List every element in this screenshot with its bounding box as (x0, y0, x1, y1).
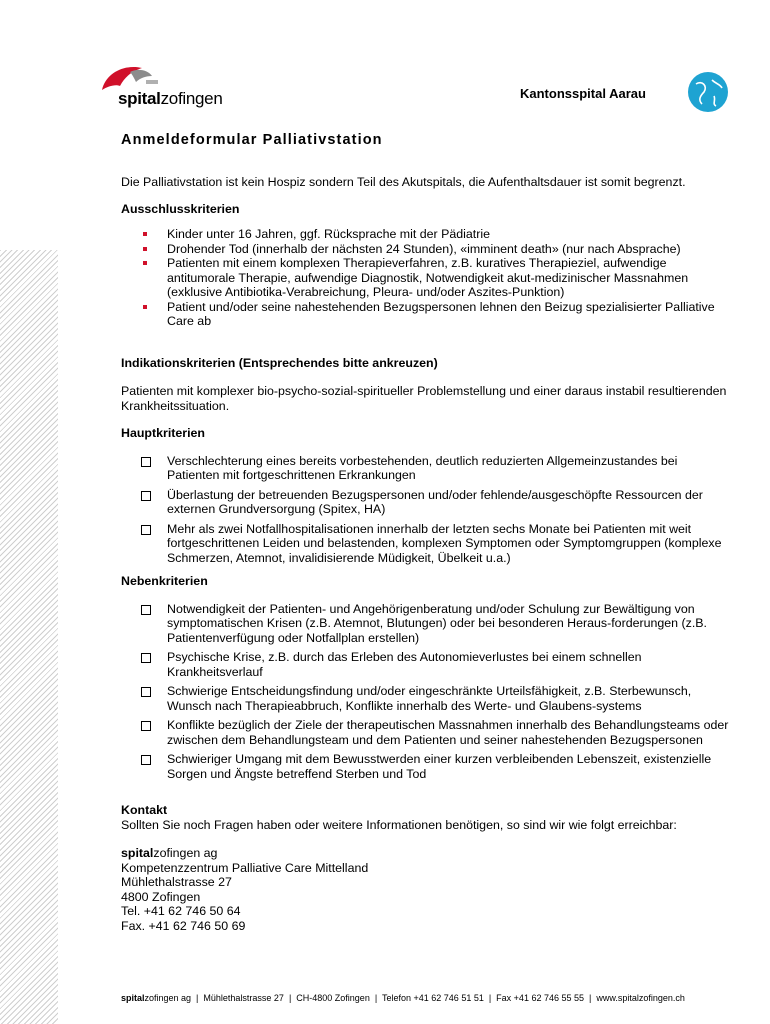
address-tel: Tel. +41 62 746 50 64 (121, 904, 241, 918)
address-fax: Fax. +41 62 746 50 69 (121, 918, 246, 933)
checkbox[interactable] (141, 687, 151, 697)
main-criteria-heading: Hauptkriterien (121, 426, 205, 440)
footer-text: zofingen ag | Mühlethalstrasse 27 | CH-4800 Zofingen | Telefon +41 62 746 51 51 | Fax +41 62 746 55 55 | www.spitalzofingen.ch (144, 993, 685, 1003)
intro-text: Die Palliativstation ist kein Hospiz sondern Teil des Akutspitals, die Aufenthaltsdauer ist somit begrenzt. (121, 175, 686, 189)
checkbox[interactable] (141, 491, 151, 501)
checkbox[interactable] (141, 755, 151, 765)
list-item: Drohender Tod (innerhalb der nächsten 24 Stunden), «imminent death» (nur nach Absprache) (121, 242, 731, 257)
bullet-icon (143, 247, 147, 251)
logo-right-text: Kantonsspital Aarau (520, 86, 646, 101)
bullet-icon (143, 261, 147, 265)
checkbox[interactable] (141, 721, 151, 731)
exclusion-list (121, 227, 731, 329)
address-center: Kompetenzzentrum Palliative Care Mittelland (121, 860, 369, 875)
checkbox[interactable] (141, 457, 151, 467)
bullet-icon (143, 232, 147, 236)
checkbox-item[interactable]: Konflikte bezüglich der Ziele der therapeutischen Massnahmen innerhalb des Behandlungsteams oder zwischen dem Behandlungsteam und dem Patienten und seiner nahestehenden Bezugspersonen (121, 718, 731, 747)
checkbox-item[interactable]: Überlastung der betreuenden Bezugspersonen und/oder fehlende/ausgeschöpfte Ressourcen der externen Grundversorgung (Spitex, HA) (121, 488, 731, 517)
kantonsspital-aarau-logo (516, 70, 736, 118)
side-criteria-heading: Nebenkriterien (121, 574, 208, 588)
spitalzofingen-logo (92, 62, 232, 118)
contact-text: Sollten Sie noch Fragen haben oder weitere Informationen benötigen, so sind wir wie folgt erreichbar: (121, 817, 677, 832)
form-content (121, 131, 731, 933)
checkbox[interactable] (141, 653, 151, 663)
indication-text: Patienten mit komplexer bio-psycho-sozial-spiritueller Problemstellung und einer daraus instabil resultierenden Krankheitssituation. (121, 384, 727, 413)
checkbox-item[interactable]: Verschlechterung eines bereits vorbestehenden, deutlich reduzierten Allgemeinzustandes bei Patienten mit fortgeschrittenen Erkrankungen (121, 454, 731, 483)
bullet-icon (143, 305, 147, 309)
checkbox[interactable] (141, 525, 151, 535)
indication-heading: Indikationskriterien (Entsprechendes bitte ankreuzen) (121, 355, 438, 370)
main-criteria-list (121, 454, 731, 566)
checkbox-item[interactable]: Schwieriger Umgang mit dem Bewusstwerden einer kurzen verbleibenden Lebenszeit, existenzielle Sorgen und Ängste betreffend Sterben und Tod (121, 752, 731, 781)
checkbox-item[interactable]: Psychische Krise, z.B. durch das Erleben des Autonomieverlustes bei einem schnellen Krankheitsverlauf (121, 650, 731, 679)
footer-bold: spital (121, 993, 145, 1003)
checkbox[interactable] (141, 605, 151, 615)
page-title: Anmeldeformular Palliativstation (121, 132, 383, 148)
contact-address (121, 846, 731, 933)
list-item: Patienten mit einem komplexen Therapieverfahren, z.B. kuratives Therapieziel, aufwendige antitumorale Therapie, aufwendige Diagnostik, Notwendigkeit akut-medizinischer Massnahmen (exklusive Antibiotika-Verabreichung, Pleura- und/oder Aszites-Punktion) (121, 256, 731, 300)
address-street: Mühlethalstrasse 27 (121, 875, 232, 889)
checkbox-item[interactable]: Mehr als zwei Notfallhospitalisationen innerhalb der letzten sechs Monate bei Patienten mit weit fortgeschrittenen Leiden und belastenden, komplexen Symptomen oder Symptomgruppen (komplexe Schmerzen, Atemnot, invalidisierende Müdigkeit, Übelkeit u.a.) (121, 522, 731, 566)
logo-left-regular: zofingen (160, 89, 223, 108)
address-city: 4800 Zofingen (121, 889, 201, 904)
checkbox-item[interactable]: Schwierige Entscheidungsfindung und/oder eingeschränkte Urteilsfähigkeit, z.B. Sterbewunsch, Wunsch nach Therapieabbruch, Konflikte innerhalb des Werte- und Glaubens-systems (121, 684, 731, 713)
contact-heading: Kontakt (121, 803, 168, 817)
logo-left-bold: spital (118, 89, 161, 108)
checkbox-item[interactable]: Notwendigkeit der Patienten- und Angehörigenberatung und/oder Schulung zur Bewältigung von symptomatischen Krisen (z.B. Atemnot, Blutungen) oder bei besonderen Heraus-forderungen (z.B. Patientenverfügung oder Notfallplan erstellen) (121, 602, 731, 646)
list-item: Kinder unter 16 Jahren, ggf. Rücksprache mit der Pädiatrie (121, 227, 731, 242)
address-org: spitalzofingen ag (121, 846, 218, 860)
list-item: Patient und/oder seine nahestehenden Bezugspersonen lehnen den Beizug spezialisierter Palliative Care ab (121, 300, 731, 329)
decorative-stripes (0, 250, 58, 1024)
page-footer (121, 991, 685, 1006)
side-criteria-list (121, 602, 731, 782)
globe-icon (686, 70, 730, 114)
exclusion-heading: Ausschlusskriterien (121, 201, 240, 216)
